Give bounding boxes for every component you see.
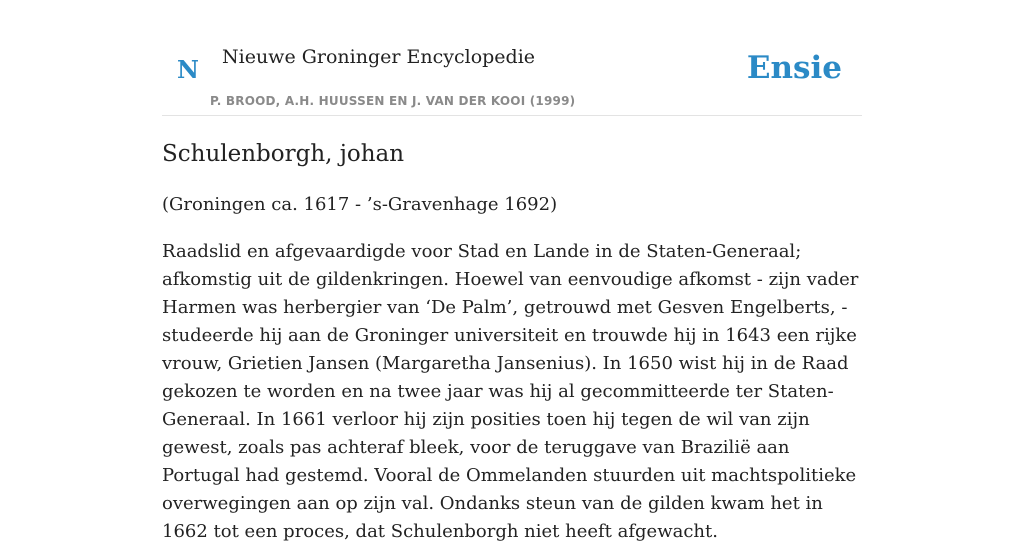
book-authors: P. BROOD, A.H. HUUSSEN EN J. VAN DER KOOI (1999) — [210, 94, 576, 108]
entry-body: Raadslid en afgevaardigde voor Stad en Lande in de Staten-Generaal; afkomstig uit de gildenkringen. Hoewel van eenvoudige afkomst - zijn vader Harmen was herbergier van ‘De Palm’, getrouwd met Gesven Engelberts, - studeerde hij aan de Groninger universiteit en trouwde hij in 1643 een rijke vrouw, Grietien Jansen (Margaretha Jansenius). In 1650 wist hij in de Raad gekozen te worden en na twee jaar was hij al gecommitteerde ter Staten-Generaal. In 1661 verloor hij zijn posities toen hij tegen de wil van zijn gewest, zoals pas achteraf bleek, voor de teruggave van Brazilië aan Portugal had gestemd. Vooral de Ommelanden stuurden uit machtspolitieke overwegingen aan op zijn val. Ondanks steun van de gilden kwam het in 1662 tot een proces, dat Schulenborgh niet heeft afgewacht. — [162, 241, 859, 542]
entry-title: Schulenborgh, johan — [162, 141, 405, 167]
header — [162, 40, 862, 116]
ensie-logo-link[interactable]: Ensie — [746, 50, 842, 86]
entry-dates: (Groningen ca. 1617 - ’s-Gravenhage 1692) — [162, 194, 558, 215]
book-logo[interactable]: N — [177, 55, 199, 84]
book-title[interactable]: Nieuwe Groninger Encyclopedie — [222, 46, 536, 68]
entry-content — [162, 138, 862, 546]
